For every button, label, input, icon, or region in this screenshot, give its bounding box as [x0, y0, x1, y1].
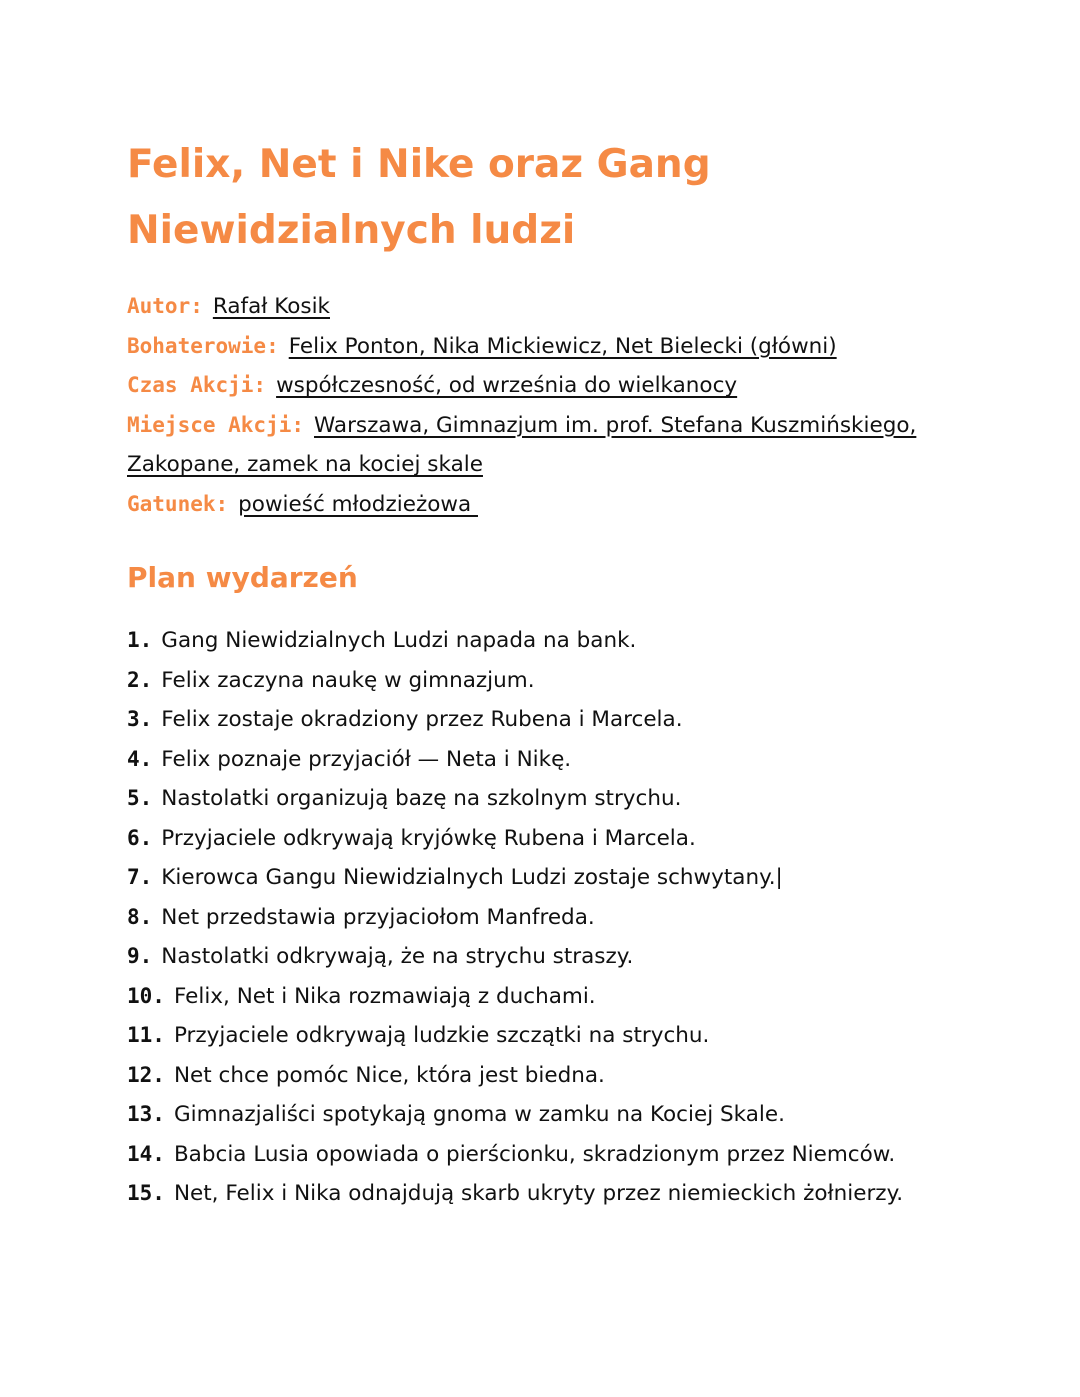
item-number: 7. — [127, 865, 153, 889]
item-text: Felix, Net i Nika rozmawiają z duchami. — [173, 983, 596, 1009]
item-number: 12. — [127, 1062, 165, 1087]
item-number: 1. — [127, 628, 153, 652]
item-text: Nastolatki organizują bazę na szkolnym strychu. — [161, 786, 682, 811]
meta-value: Warszawa, Gimnazjum im. prof. Stefana Kuszmińskiego, Zakopane, zamek na kociej skale — [127, 412, 917, 477]
list-item — [127, 977, 977, 1017]
item-text: Felix poznaje przyjaciół — Neta i Nikę. — [161, 746, 572, 772]
item-number: 15. — [127, 1181, 165, 1205]
meta-row-time — [127, 366, 987, 406]
meta-label: Miejsce Akcji: — [127, 412, 305, 437]
list-item — [127, 858, 977, 898]
item-number: 4. — [127, 746, 153, 771]
list-item — [127, 1135, 977, 1175]
meta-label: Gatunek: — [127, 491, 229, 516]
meta-value: powieść młodzieżowa — [238, 491, 478, 517]
meta-value: Felix Ponton, Nika Mickiewicz, Net Bielecki (główni) — [288, 333, 837, 359]
item-number: 2. — [127, 667, 153, 692]
meta-value: współczesność, od września do wielkanocy — [276, 373, 738, 398]
list-item — [127, 819, 977, 859]
meta-row-genre — [127, 485, 987, 525]
item-text: Felix zaczyna naukę w gimnazjum. — [161, 667, 535, 693]
plan-heading: Plan wydarzeń — [127, 561, 358, 594]
list-item — [127, 898, 977, 938]
item-text: Net przedstawia przyjaciołom Manfreda. — [161, 904, 595, 930]
book-metadata — [127, 287, 987, 524]
item-text: Babcia Lusia opowiada o pierścionku, skradzionym przez Niemców. — [173, 1141, 896, 1167]
meta-row-place — [127, 406, 987, 485]
meta-label: Bohaterowie: — [127, 333, 279, 358]
meta-row-characters — [127, 327, 987, 367]
list-item — [127, 740, 977, 780]
meta-row-author — [127, 287, 987, 327]
list-item — [127, 937, 977, 977]
list-item — [127, 661, 977, 701]
list-item — [127, 1095, 977, 1135]
item-number: 5. — [127, 786, 153, 810]
item-text: Kierowca Gangu Niewidzialnych Ludzi zostaje schwytany.| — [161, 865, 783, 890]
item-number: 11. — [127, 1023, 165, 1047]
list-item — [127, 1174, 977, 1214]
item-number: 10. — [127, 983, 165, 1008]
item-number: 6. — [127, 825, 153, 850]
item-text: Felix zostaje okradziony przez Rubena i Marcela. — [161, 707, 683, 732]
item-number: 3. — [127, 707, 153, 731]
meta-label: Czas Akcji: — [127, 373, 267, 397]
item-text: Przyjaciele odkrywają kryjówkę Rubena i Marcela. — [161, 825, 696, 851]
list-item — [127, 1016, 977, 1056]
meta-value: Rafał Kosik — [212, 294, 330, 319]
list-item — [127, 1056, 977, 1096]
item-text: Gimnazjaliści spotykają gnoma w zamku na Kociej Skale. — [173, 1102, 785, 1127]
item-number: 8. — [127, 904, 153, 929]
item-text: Net, Felix i Nika odnajdują skarb ukryty przez niemieckich żołnierzy. — [173, 1181, 904, 1206]
item-number: 14. — [127, 1141, 165, 1166]
item-number: 9. — [127, 944, 153, 968]
list-item — [127, 779, 977, 819]
item-text: Gang Niewidzialnych Ludzi napada na bank. — [161, 628, 637, 653]
item-text: Przyjaciele odkrywają ludzkie szczątki na strychu. — [173, 1023, 710, 1048]
item-number: 13. — [127, 1102, 165, 1126]
item-text: Net chce pomóc Nice, która jest biedna. — [173, 1062, 605, 1088]
list-item — [127, 700, 977, 740]
meta-label: Autor: — [127, 294, 203, 318]
item-text: Nastolatki odkrywają, że na strychu straszy. — [161, 944, 634, 969]
list-item — [127, 621, 977, 661]
plan-list — [127, 621, 977, 1214]
document-title: Felix, Net i Nike oraz Gang Niewidzialnych ludzi — [127, 142, 711, 253]
